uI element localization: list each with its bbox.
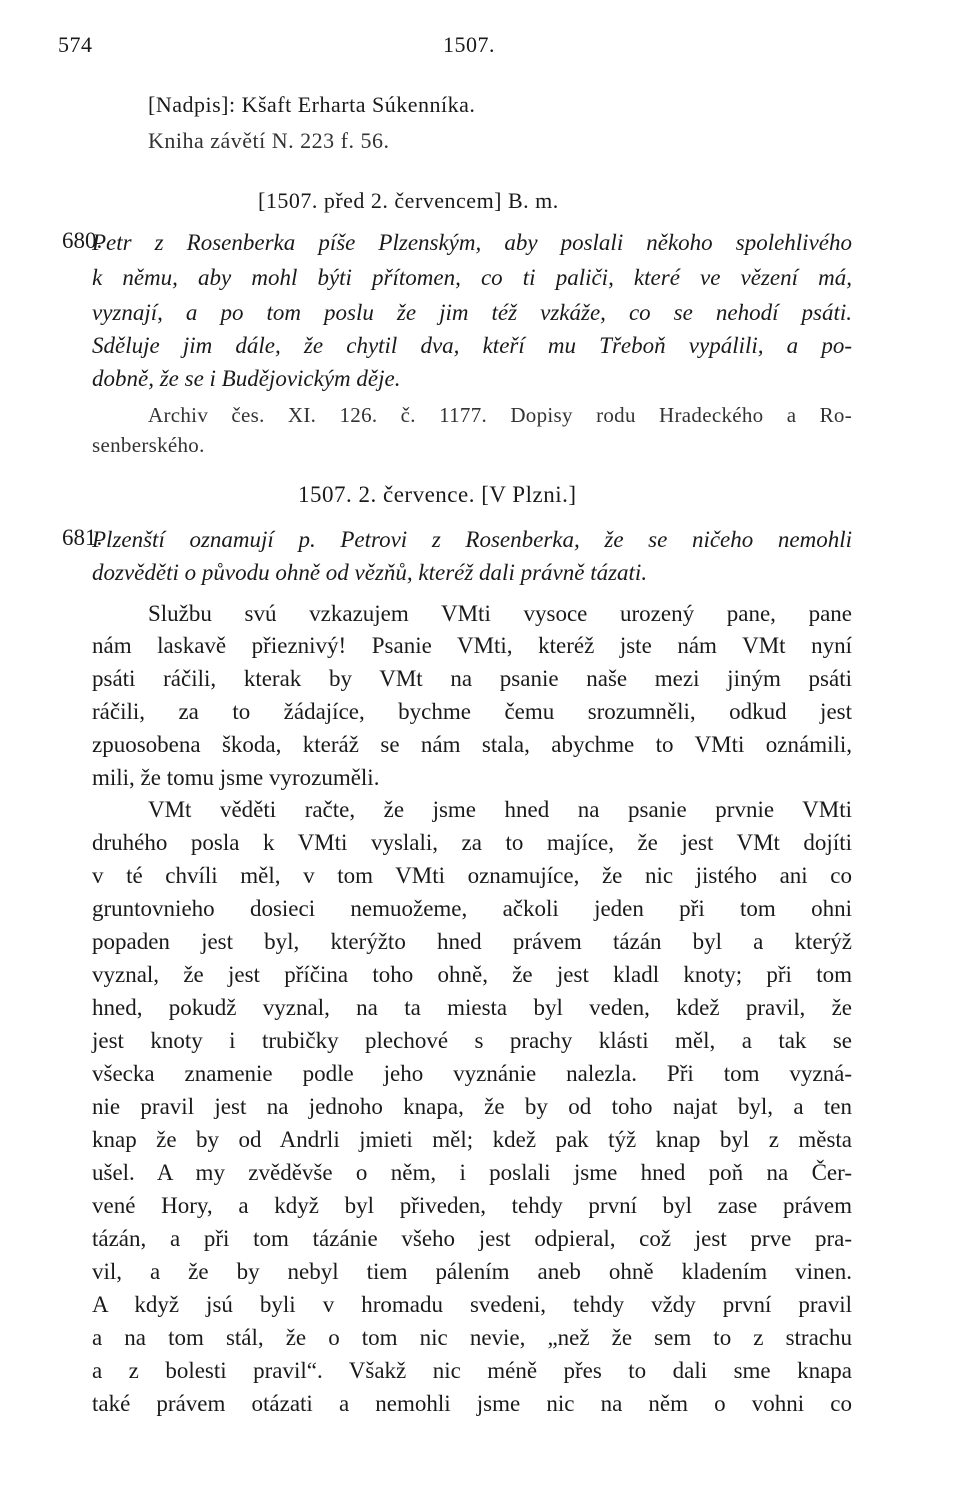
body-line: nie pravil jest na jednoho knapa, že by od toho najat byl, a ten — [92, 1094, 852, 1119]
body-line: mili, že tomu jsme vyrozuměli. — [92, 765, 380, 790]
doc680-title: [Nadpis]: Kšaft Erharta Súkenníka. — [148, 92, 476, 117]
doc680-archive-line: Archiv čes. XI. 126. č. 1177. Dopisy rodu Hradeckého a Ro- — [148, 403, 852, 427]
body-line: nám laskavě přieznivý! Psanie VMti, kteréž jste nám VMt nyní — [92, 633, 852, 658]
body-line: ušel. A my zvěděvše o něm, i poslali jsme hned poň na Čer- — [92, 1160, 852, 1185]
doc681-number: 681. — [62, 525, 103, 550]
doc680-regest-line: k němu, aby mohl býti přítomen, co ti paliči, které ve vězení má, — [92, 265, 852, 290]
body-line: a na tom stál, že o tom nic nevie, „než že sem to z strachu — [92, 1325, 852, 1350]
running-year: 1507. — [443, 32, 495, 57]
body-line: A když jsú byli v hromadu svedeni, tehdy vždy první pravil — [92, 1292, 852, 1317]
body-line: a z bolesti pravil“. Všakž nic méně přes to dali sme knapa — [92, 1358, 852, 1383]
doc681-regest-line: Plzenští oznamují p. Petrovi z Rosenberka, že se ničeho nemohli — [92, 527, 852, 552]
body-line: vil, a že by nebyl tiem pálením aneb ohně kladením vinen. — [92, 1259, 852, 1284]
page-number: 574 — [58, 32, 93, 57]
body-line: popaden jest byl, kterýžto hned právem tázán byl a kterýž — [92, 929, 852, 954]
body-line: gruntovnieho dosieci nemuožeme, ačkoli jeden při tom ohni — [92, 896, 852, 921]
doc680-regest-line: vyznají, a po tom poslu že jim též vzkáže, co se nehodí psáti. — [92, 300, 852, 325]
body-line: tázán, a při tom tázánie všeho jest odpieral, což jest prve pra- — [92, 1226, 852, 1251]
doc680-number: 680. — [62, 228, 103, 253]
body-line: vyznal, že jest příčina toho ohně, že jest kladl knoty; při tom — [92, 962, 852, 987]
body-line: také právem otázati a nemohli jsme nic na něm o vohni co — [92, 1391, 852, 1416]
body-line: všecka znamenie podle jeho vyznánie nalezla. Při tom vyzná- — [92, 1061, 852, 1086]
body-line: ráčili, za to žádajíce, bychme čemu srozumněli, odkud jest — [92, 699, 852, 724]
body-line: jest knoty i trubičky plechové s prachy klásti měl, a tak se — [92, 1028, 852, 1053]
doc680-regest-line: Sděluje jim dále, že chytil dva, kteří mu Třeboň vypálili, a po- — [92, 333, 852, 358]
doc680-source: Kniha závětí N. 223 f. 56. — [148, 128, 390, 153]
body-line: v té chvíli měl, v tom VMti oznamujíce, že nic jistého ani co — [92, 863, 852, 888]
doc680-date: [1507. před 2. červencem] B. m. — [258, 188, 559, 213]
body-line: psáti ráčili, kterak by VMt na psanie naše mezi jiným psáti — [92, 666, 852, 691]
body-line: Službu svú vzkazujem VMti vysoce urozený pane, pane — [148, 601, 852, 626]
doc681-date: 1507. 2. července. [V Plzni.] — [298, 482, 577, 507]
body-line: hned, pokudž vyznal, na ta miesta byl veden, kdež pravil, že — [92, 995, 852, 1020]
doc680-regest-line: dobně, že se i Budějovickým děje. — [92, 366, 401, 391]
doc681-regest-line: dozvěděti o původu ohně od vězňů, kteréž dali právně tázati. — [92, 560, 648, 585]
doc680-archive-line: senberského. — [92, 433, 205, 457]
body-line: knap že by od Andrli jmieti měl; kdež pak týž knap byl z města — [92, 1127, 852, 1152]
body-line: VMt věděti račte, že jsme hned na psanie prvnie VMti — [148, 797, 852, 822]
doc680-regest-line: Petr z Rosenberka píše Plzenským, aby poslali někoho spolehlivého — [92, 230, 852, 255]
body-line: zpuosobena škoda, kteráž se nám stala, abychme to VMti oznámili, — [92, 732, 852, 757]
body-line: vené Hory, a když byl přiveden, tehdy první byl zase právem — [92, 1193, 852, 1218]
body-line: druhého posla k VMti vyslali, za to majíce, že jest VMt dojíti — [92, 830, 852, 855]
